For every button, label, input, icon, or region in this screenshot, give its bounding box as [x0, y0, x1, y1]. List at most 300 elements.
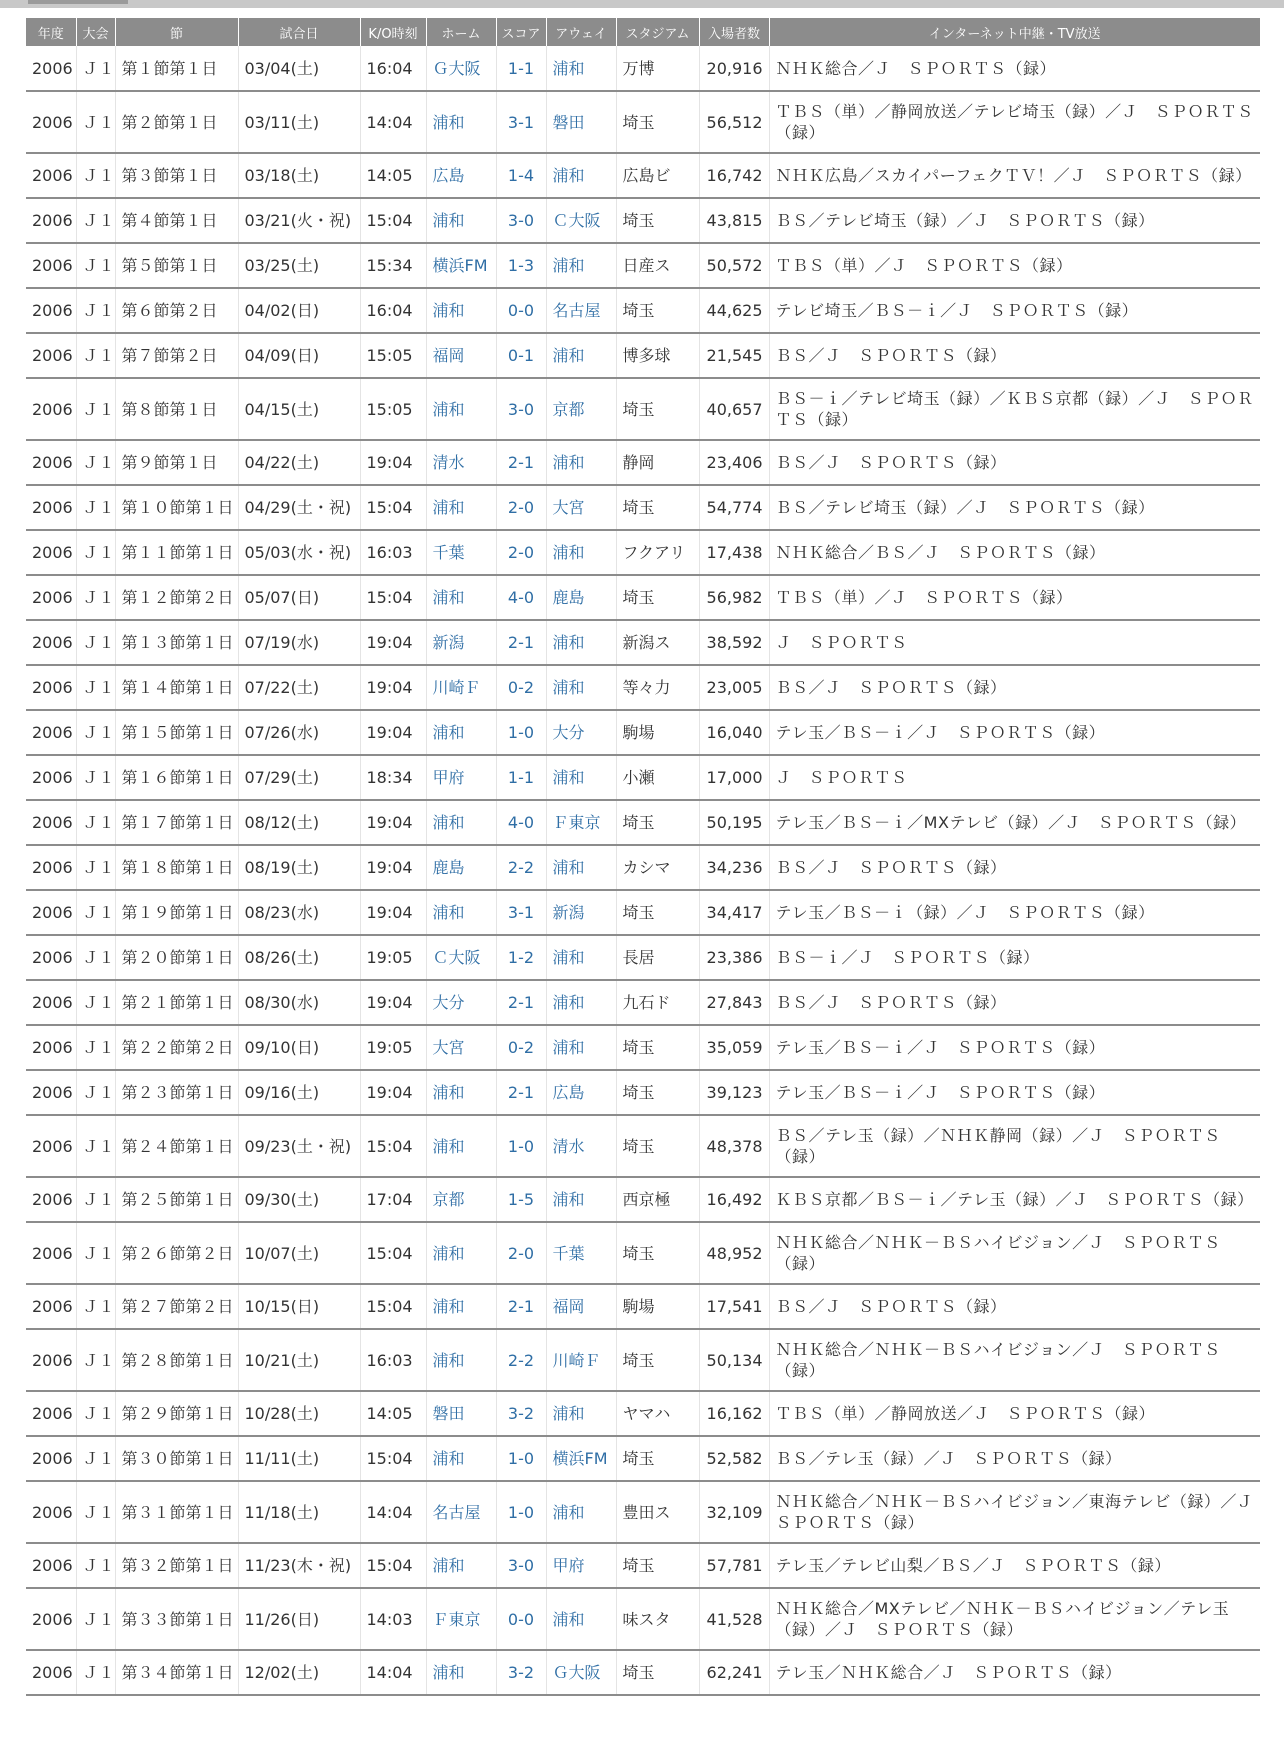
- cell-away[interactable]: 浦和: [546, 1025, 616, 1070]
- cell-section: 第１５節第１日: [115, 710, 238, 755]
- cell-score[interactable]: 2-2: [496, 845, 546, 890]
- cell-section: 第１０節第１日: [115, 485, 238, 530]
- cell-section: 第６節第２日: [115, 288, 238, 333]
- table-row: [26, 800, 1260, 845]
- cell-kickoff: 15:04: [360, 485, 426, 530]
- cell-attendance: 56,512: [699, 91, 769, 153]
- cell-score[interactable]: 0-2: [496, 665, 546, 710]
- cell-home[interactable]: Ｇ大阪: [426, 46, 496, 91]
- cell-stadium: 埼玉: [616, 1070, 699, 1115]
- cell-attendance: 17,541: [699, 1284, 769, 1329]
- cell-date: 09/30(土): [238, 1177, 360, 1222]
- cell-kickoff: 16:04: [360, 288, 426, 333]
- cell-broadcast: ＮＨＫ総合／ＮＨＫ－ＢＳハイビジョン／東海テレビ（録）／Ｊ ＳＰＯＲＴＳ（録）: [769, 1481, 1260, 1543]
- cell-score[interactable]: 1-2: [496, 935, 546, 980]
- cell-home[interactable]: 浦和: [426, 1436, 496, 1481]
- cell-date: 10/15(日): [238, 1284, 360, 1329]
- cell-kickoff: 18:34: [360, 755, 426, 800]
- cell-year: 2006: [26, 665, 76, 710]
- cell-score[interactable]: 1-3: [496, 243, 546, 288]
- cell-kickoff: 14:04: [360, 91, 426, 153]
- cell-away[interactable]: 浦和: [546, 1177, 616, 1222]
- cell-stadium: 埼玉: [616, 1222, 699, 1284]
- cell-score[interactable]: 1-0: [496, 1481, 546, 1543]
- cell-competition: Ｊ１: [76, 1222, 115, 1284]
- cell-home[interactable]: 鹿島: [426, 845, 496, 890]
- cell-year: 2006: [26, 710, 76, 755]
- cell-score[interactable]: 2-1: [496, 620, 546, 665]
- match-results-table: [26, 18, 1270, 1696]
- cell-stadium: 埼玉: [616, 1329, 699, 1391]
- cell-score[interactable]: 3-0: [496, 378, 546, 440]
- header-broadcast: インターネット中継・TV放送: [769, 18, 1260, 46]
- cell-competition: Ｊ１: [76, 845, 115, 890]
- cell-date: 05/07(日): [238, 575, 360, 620]
- cell-away[interactable]: 広島: [546, 1070, 616, 1115]
- cell-attendance: 52,582: [699, 1436, 769, 1481]
- cell-date: 12/02(土): [238, 1650, 360, 1695]
- cell-away[interactable]: 鹿島: [546, 575, 616, 620]
- cell-attendance: 16,742: [699, 153, 769, 198]
- cell-broadcast: ＢＳ／Ｊ ＳＰＯＲＴＳ（録）: [769, 845, 1260, 890]
- cell-away[interactable]: 浦和: [546, 243, 616, 288]
- cell-home[interactable]: 浦和: [426, 890, 496, 935]
- table-row: [26, 620, 1260, 665]
- cell-attendance: 32,109: [699, 1481, 769, 1543]
- cell-score[interactable]: 3-2: [496, 1650, 546, 1695]
- cell-score[interactable]: 0-0: [496, 1588, 546, 1650]
- table-row: [26, 665, 1260, 710]
- cell-kickoff: 14:03: [360, 1588, 426, 1650]
- cell-away[interactable]: 磐田: [546, 91, 616, 153]
- cell-home[interactable]: 浦和: [426, 288, 496, 333]
- cell-broadcast: ＢＳ／Ｊ ＳＰＯＲＴＳ（録）: [769, 1284, 1260, 1329]
- cell-home[interactable]: 浦和: [426, 1115, 496, 1177]
- cell-score[interactable]: 0-0: [496, 288, 546, 333]
- header-section: 節: [115, 18, 238, 46]
- cell-away[interactable]: 浦和: [546, 46, 616, 91]
- cell-broadcast: テレ玉／ＢＳ－ｉ／Ｊ ＳＰＯＲＴＳ（録）: [769, 1025, 1260, 1070]
- cell-away[interactable]: Ｆ東京: [546, 800, 616, 845]
- table-row: [26, 1025, 1260, 1070]
- cell-kickoff: 19:04: [360, 800, 426, 845]
- cell-section: 第１７節第１日: [115, 800, 238, 845]
- table-row: [26, 980, 1260, 1025]
- cell-date: 05/03(水・祝): [238, 530, 360, 575]
- cell-away[interactable]: 浦和: [546, 1588, 616, 1650]
- cell-attendance: 50,195: [699, 800, 769, 845]
- cell-year: 2006: [26, 46, 76, 91]
- cell-away[interactable]: 京都: [546, 378, 616, 440]
- cell-broadcast: ＢＳ／Ｊ ＳＰＯＲＴＳ（録）: [769, 980, 1260, 1025]
- cell-attendance: 50,572: [699, 243, 769, 288]
- cell-broadcast: ＢＳ－ｉ／テレビ埼玉（録）／ＫＢＳ京都（録）／Ｊ ＳＰＯＲＴＳ（録）: [769, 378, 1260, 440]
- cell-kickoff: 15:04: [360, 198, 426, 243]
- cell-section: 第５節第１日: [115, 243, 238, 288]
- table-row: [26, 91, 1260, 153]
- header-stadium: スタジアム: [616, 18, 699, 46]
- cell-stadium: 埼玉: [616, 198, 699, 243]
- cell-section: 第１４節第１日: [115, 665, 238, 710]
- cell-home[interactable]: 川崎Ｆ: [426, 665, 496, 710]
- cell-date: 10/28(土): [238, 1391, 360, 1436]
- cell-score[interactable]: 1-1: [496, 46, 546, 91]
- cell-stadium: 埼玉: [616, 485, 699, 530]
- cell-year: 2006: [26, 890, 76, 935]
- cell-away[interactable]: 浦和: [546, 620, 616, 665]
- cell-home[interactable]: 京都: [426, 1177, 496, 1222]
- cell-broadcast: テレ玉／ＢＳ－ｉ／Ｊ ＳＰＯＲＴＳ（録）: [769, 710, 1260, 755]
- cell-away[interactable]: 川崎Ｆ: [546, 1329, 616, 1391]
- cell-score[interactable]: 1-0: [496, 1115, 546, 1177]
- cell-section: 第１１節第１日: [115, 530, 238, 575]
- header-attendance: 入場者数: [699, 18, 769, 46]
- table-row: [26, 1650, 1260, 1695]
- cell-year: 2006: [26, 980, 76, 1025]
- cell-score[interactable]: 2-0: [496, 1222, 546, 1284]
- cell-year: 2006: [26, 935, 76, 980]
- cell-home[interactable]: 甲府: [426, 755, 496, 800]
- cell-stadium: 西京極: [616, 1177, 699, 1222]
- cell-attendance: 17,438: [699, 530, 769, 575]
- cell-stadium: ヤマハ: [616, 1391, 699, 1436]
- cell-date: 08/23(水): [238, 890, 360, 935]
- cell-section: 第２１節第１日: [115, 980, 238, 1025]
- cell-away[interactable]: 清水: [546, 1115, 616, 1177]
- cell-year: 2006: [26, 198, 76, 243]
- cell-competition: Ｊ１: [76, 1543, 115, 1588]
- cell-attendance: 48,952: [699, 1222, 769, 1284]
- cell-score[interactable]: 2-2: [496, 1329, 546, 1391]
- cell-year: 2006: [26, 378, 76, 440]
- cell-broadcast: ＫＢＳ京都／ＢＳ－ｉ／テレ玉（録）／Ｊ ＳＰＯＲＴＳ（録）: [769, 1177, 1260, 1222]
- cell-date: 09/16(土): [238, 1070, 360, 1115]
- cell-away[interactable]: 浦和: [546, 665, 616, 710]
- cell-home[interactable]: 浦和: [426, 1284, 496, 1329]
- cell-broadcast: ＢＳ／テレ玉（録）／Ｊ ＳＰＯＲＴＳ（録）: [769, 1436, 1260, 1481]
- cell-competition: Ｊ１: [76, 91, 115, 153]
- cell-attendance: 62,241: [699, 1650, 769, 1695]
- cell-kickoff: 17:04: [360, 1177, 426, 1222]
- table-row: [26, 1391, 1260, 1436]
- cell-kickoff: 15:04: [360, 1436, 426, 1481]
- cell-away[interactable]: 浦和: [546, 333, 616, 378]
- cell-year: 2006: [26, 800, 76, 845]
- header-competition: 大会: [76, 18, 115, 46]
- cell-stadium: 長居: [616, 935, 699, 980]
- cell-home[interactable]: 浦和: [426, 485, 496, 530]
- table-row: [26, 288, 1260, 333]
- table-row: [26, 1070, 1260, 1115]
- cell-home[interactable]: 清水: [426, 440, 496, 485]
- cell-score[interactable]: 0-1: [496, 333, 546, 378]
- cell-home[interactable]: 広島: [426, 153, 496, 198]
- cell-attendance: 38,592: [699, 620, 769, 665]
- header-year: 年度: [26, 18, 76, 46]
- cell-year: 2006: [26, 1436, 76, 1481]
- cell-year: 2006: [26, 755, 76, 800]
- cell-competition: Ｊ１: [76, 198, 115, 243]
- cell-broadcast: ＴＢＳ（単）／Ｊ ＳＰＯＲＴＳ（録）: [769, 575, 1260, 620]
- cell-score[interactable]: 2-1: [496, 980, 546, 1025]
- cell-score[interactable]: 2-1: [496, 440, 546, 485]
- cell-section: 第８節第１日: [115, 378, 238, 440]
- cell-date: 03/11(土): [238, 91, 360, 153]
- cell-score[interactable]: 2-0: [496, 485, 546, 530]
- cell-home[interactable]: 大宮: [426, 1025, 496, 1070]
- cell-broadcast: ＴＢＳ（単）／Ｊ ＳＰＯＲＴＳ（録）: [769, 243, 1260, 288]
- cell-competition: Ｊ１: [76, 935, 115, 980]
- cell-section: 第２７節第２日: [115, 1284, 238, 1329]
- cell-section: 第２８節第１日: [115, 1329, 238, 1391]
- cell-attendance: 35,059: [699, 1025, 769, 1070]
- table-row: [26, 1284, 1260, 1329]
- cell-competition: Ｊ１: [76, 1481, 115, 1543]
- cell-home[interactable]: 福岡: [426, 333, 496, 378]
- cell-attendance: 23,386: [699, 935, 769, 980]
- table-row: [26, 243, 1260, 288]
- cell-home[interactable]: 浦和: [426, 198, 496, 243]
- cell-competition: Ｊ１: [76, 620, 115, 665]
- cell-competition: Ｊ１: [76, 1070, 115, 1115]
- cell-kickoff: 15:04: [360, 1222, 426, 1284]
- cell-home[interactable]: 浦和: [426, 91, 496, 153]
- cell-kickoff: 15:04: [360, 1543, 426, 1588]
- cell-kickoff: 19:04: [360, 620, 426, 665]
- cell-year: 2006: [26, 1650, 76, 1695]
- cell-year: 2006: [26, 440, 76, 485]
- cell-away[interactable]: 浦和: [546, 980, 616, 1025]
- cell-attendance: 39,123: [699, 1070, 769, 1115]
- cell-stadium: 広島ビ: [616, 153, 699, 198]
- table-row: [26, 935, 1260, 980]
- cell-home[interactable]: Ｆ東京: [426, 1588, 496, 1650]
- cell-stadium: 埼玉: [616, 1115, 699, 1177]
- cell-home[interactable]: 浦和: [426, 1650, 496, 1695]
- cell-date: 07/19(水): [238, 620, 360, 665]
- cell-score[interactable]: 3-1: [496, 91, 546, 153]
- cell-away[interactable]: 浦和: [546, 1481, 616, 1543]
- cell-away[interactable]: 福岡: [546, 1284, 616, 1329]
- cell-stadium: 九石ド: [616, 980, 699, 1025]
- cell-home[interactable]: 浦和: [426, 1329, 496, 1391]
- cell-attendance: 20,916: [699, 46, 769, 91]
- cell-date: 04/15(土): [238, 378, 360, 440]
- cell-kickoff: 14:05: [360, 1391, 426, 1436]
- cell-away[interactable]: 浦和: [546, 153, 616, 198]
- cell-year: 2006: [26, 1588, 76, 1650]
- cell-score[interactable]: 2-1: [496, 1070, 546, 1115]
- cell-stadium: 埼玉: [616, 800, 699, 845]
- cell-away[interactable]: 新潟: [546, 890, 616, 935]
- cell-away[interactable]: 浦和: [546, 755, 616, 800]
- cell-year: 2006: [26, 530, 76, 575]
- cell-date: 11/18(土): [238, 1481, 360, 1543]
- cell-home[interactable]: 大分: [426, 980, 496, 1025]
- cell-score[interactable]: 1-5: [496, 1177, 546, 1222]
- table-row: [26, 1543, 1260, 1588]
- cell-stadium: 埼玉: [616, 1650, 699, 1695]
- cell-attendance: 16,162: [699, 1391, 769, 1436]
- cell-year: 2006: [26, 1070, 76, 1115]
- cell-year: 2006: [26, 1177, 76, 1222]
- cell-competition: Ｊ１: [76, 1177, 115, 1222]
- cell-competition: Ｊ１: [76, 1284, 115, 1329]
- cell-away[interactable]: 浦和: [546, 530, 616, 575]
- cell-away[interactable]: 浦和: [546, 935, 616, 980]
- cell-away[interactable]: 横浜FM: [546, 1436, 616, 1481]
- cell-home[interactable]: 浦和: [426, 710, 496, 755]
- cell-attendance: 44,625: [699, 288, 769, 333]
- cell-broadcast: テレ玉／ＢＳ－ｉ（録）／Ｊ ＳＰＯＲＴＳ（録）: [769, 890, 1260, 935]
- cell-away[interactable]: Ｇ大阪: [546, 1650, 616, 1695]
- cell-score[interactable]: 1-0: [496, 710, 546, 755]
- cell-broadcast: ＢＳ／Ｊ ＳＰＯＲＴＳ（録）: [769, 333, 1260, 378]
- cell-kickoff: 19:04: [360, 845, 426, 890]
- cell-section: 第９節第１日: [115, 440, 238, 485]
- cell-attendance: 23,406: [699, 440, 769, 485]
- cell-home[interactable]: 新潟: [426, 620, 496, 665]
- cell-kickoff: 19:05: [360, 935, 426, 980]
- cell-stadium: 万博: [616, 46, 699, 91]
- cell-home[interactable]: 横浜FM: [426, 243, 496, 288]
- cell-score[interactable]: 1-1: [496, 755, 546, 800]
- cell-competition: Ｊ１: [76, 1329, 115, 1391]
- cell-competition: Ｊ１: [76, 575, 115, 620]
- cell-stadium: 埼玉: [616, 1025, 699, 1070]
- cell-year: 2006: [26, 1481, 76, 1543]
- cell-year: 2006: [26, 288, 76, 333]
- cell-kickoff: 15:05: [360, 378, 426, 440]
- cell-stadium: 埼玉: [616, 1543, 699, 1588]
- cell-year: 2006: [26, 1222, 76, 1284]
- table-row: [26, 153, 1260, 198]
- cell-score[interactable]: 4-0: [496, 575, 546, 620]
- cell-competition: Ｊ１: [76, 1391, 115, 1436]
- cell-home[interactable]: 名古屋: [426, 1481, 496, 1543]
- cell-away[interactable]: 大宮: [546, 485, 616, 530]
- cell-section: 第２６節第２日: [115, 1222, 238, 1284]
- cell-away[interactable]: 大分: [546, 710, 616, 755]
- header-score: スコア: [496, 18, 546, 46]
- cell-attendance: 41,528: [699, 1588, 769, 1650]
- cell-year: 2006: [26, 1025, 76, 1070]
- cell-competition: Ｊ１: [76, 243, 115, 288]
- cell-stadium: 駒場: [616, 1284, 699, 1329]
- cell-home[interactable]: 浦和: [426, 1543, 496, 1588]
- cell-score[interactable]: 1-0: [496, 1436, 546, 1481]
- cell-away[interactable]: 浦和: [546, 1391, 616, 1436]
- cell-section: 第３０節第１日: [115, 1436, 238, 1481]
- cell-score[interactable]: 4-0: [496, 800, 546, 845]
- cell-attendance: 27,843: [699, 980, 769, 1025]
- cell-kickoff: 16:04: [360, 46, 426, 91]
- cell-section: 第１節第１日: [115, 46, 238, 91]
- cell-competition: Ｊ１: [76, 333, 115, 378]
- table-row: [26, 485, 1260, 530]
- cell-home[interactable]: 浦和: [426, 575, 496, 620]
- cell-home[interactable]: Ｃ大阪: [426, 935, 496, 980]
- cell-score[interactable]: 3-0: [496, 198, 546, 243]
- cell-date: 10/07(土): [238, 1222, 360, 1284]
- cell-year: 2006: [26, 243, 76, 288]
- cell-date: 03/21(火・祝): [238, 198, 360, 243]
- cell-home[interactable]: 浦和: [426, 1222, 496, 1284]
- cell-score[interactable]: 3-1: [496, 890, 546, 935]
- cell-broadcast: ＮＨＫ総合／ＮＨＫ－ＢＳハイビジョン／Ｊ ＳＰＯＲＴＳ（録）: [769, 1329, 1260, 1391]
- cell-home[interactable]: 磐田: [426, 1391, 496, 1436]
- cell-year: 2006: [26, 91, 76, 153]
- cell-broadcast: テレ玉／ＮＨＫ総合／Ｊ ＳＰＯＲＴＳ（録）: [769, 1650, 1260, 1695]
- cell-stadium: 埼玉: [616, 378, 699, 440]
- cell-away[interactable]: 浦和: [546, 440, 616, 485]
- cell-home[interactable]: 千葉: [426, 530, 496, 575]
- cell-score[interactable]: 0-2: [496, 1025, 546, 1070]
- cell-date: 09/10(日): [238, 1025, 360, 1070]
- cell-attendance: 23,005: [699, 665, 769, 710]
- cell-kickoff: 15:05: [360, 333, 426, 378]
- cell-date: 03/25(土): [238, 243, 360, 288]
- cell-kickoff: 19:04: [360, 1070, 426, 1115]
- cell-section: 第２９節第１日: [115, 1391, 238, 1436]
- cell-away[interactable]: Ｃ大阪: [546, 198, 616, 243]
- cell-year: 2006: [26, 333, 76, 378]
- header-away: アウェイ: [546, 18, 616, 46]
- cell-year: 2006: [26, 1115, 76, 1177]
- cell-away[interactable]: 名古屋: [546, 288, 616, 333]
- cell-date: 07/26(水): [238, 710, 360, 755]
- cell-broadcast: ＢＳ／Ｊ ＳＰＯＲＴＳ（録）: [769, 665, 1260, 710]
- cell-away[interactable]: 甲府: [546, 1543, 616, 1588]
- cell-date: 11/23(木・祝): [238, 1543, 360, 1588]
- cell-broadcast: ＢＳ－ｉ／Ｊ ＳＰＯＲＴＳ（録）: [769, 935, 1260, 980]
- cell-date: 07/29(土): [238, 755, 360, 800]
- cell-away[interactable]: 千葉: [546, 1222, 616, 1284]
- cell-away[interactable]: 浦和: [546, 845, 616, 890]
- table-row: [26, 755, 1260, 800]
- cell-stadium: 等々力: [616, 665, 699, 710]
- cell-score[interactable]: 3-0: [496, 1543, 546, 1588]
- cell-attendance: 50,134: [699, 1329, 769, 1391]
- cell-attendance: 16,492: [699, 1177, 769, 1222]
- cell-kickoff: 14:04: [360, 1650, 426, 1695]
- cell-broadcast: ＮＨＫ総合／ＮＨＫ－ＢＳハイビジョン／Ｊ ＳＰＯＲＴＳ（録）: [769, 1222, 1260, 1284]
- cell-attendance: 34,417: [699, 890, 769, 935]
- cell-stadium: 埼玉: [616, 575, 699, 620]
- cell-home[interactable]: 浦和: [426, 1070, 496, 1115]
- cell-date: 04/22(土): [238, 440, 360, 485]
- table-row: [26, 1177, 1260, 1222]
- cell-section: 第３２節第１日: [115, 1543, 238, 1588]
- cell-broadcast: ＴＢＳ（単）／静岡放送／Ｊ ＳＰＯＲＴＳ（録）: [769, 1391, 1260, 1436]
- cell-broadcast: ＮＨＫ広島／スカイパーフェクＴＶ！／Ｊ ＳＰＯＲＴＳ（録）: [769, 153, 1260, 198]
- cell-section: 第２５節第１日: [115, 1177, 238, 1222]
- cell-date: 08/30(水): [238, 980, 360, 1025]
- cell-date: 11/26(日): [238, 1588, 360, 1650]
- cell-date: 10/21(土): [238, 1329, 360, 1391]
- cell-section: 第３４節第１日: [115, 1650, 238, 1695]
- cell-score[interactable]: 2-0: [496, 530, 546, 575]
- cell-section: 第４節第１日: [115, 198, 238, 243]
- cell-score[interactable]: 1-4: [496, 153, 546, 198]
- cell-home[interactable]: 浦和: [426, 800, 496, 845]
- cell-score[interactable]: 3-2: [496, 1391, 546, 1436]
- cell-attendance: 43,815: [699, 198, 769, 243]
- cell-score[interactable]: 2-1: [496, 1284, 546, 1329]
- cell-home[interactable]: 浦和: [426, 378, 496, 440]
- cell-stadium: カシマ: [616, 845, 699, 890]
- table-row: [26, 1329, 1260, 1391]
